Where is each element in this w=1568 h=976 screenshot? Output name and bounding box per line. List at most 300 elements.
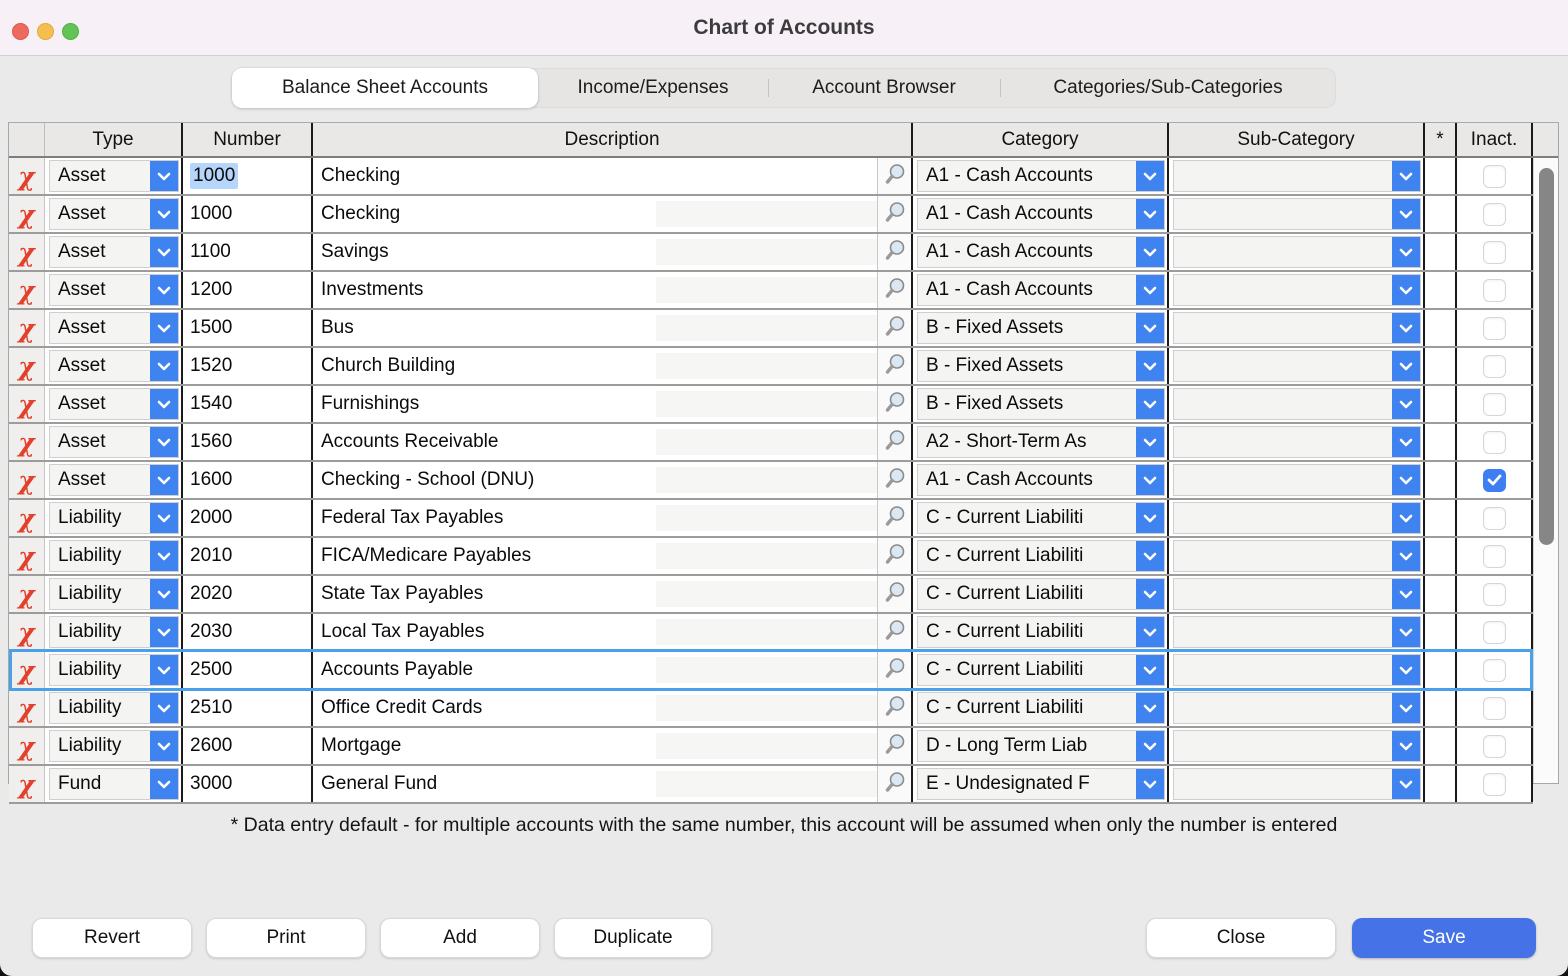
description-secondary-field[interactable] bbox=[656, 771, 878, 797]
type-cell bbox=[45, 728, 183, 764]
sub-category-value bbox=[1174, 731, 1392, 761]
description-cell[interactable] bbox=[313, 196, 913, 232]
chevron-down-icon[interactable] bbox=[1392, 503, 1420, 533]
close-button[interactable]: Close bbox=[1146, 918, 1336, 958]
inactive-checkbox[interactable] bbox=[1483, 735, 1506, 758]
sub-category-dropdown[interactable] bbox=[1173, 160, 1421, 192]
vertical-scrollbar[interactable] bbox=[1533, 158, 1558, 783]
number-cell[interactable] bbox=[183, 196, 313, 232]
tab-account-browser[interactable]: Account Browser bbox=[768, 68, 1000, 108]
default-flag-cell[interactable] bbox=[1425, 766, 1457, 802]
description-cell[interactable] bbox=[313, 538, 913, 574]
number-cell[interactable] bbox=[183, 500, 313, 536]
category-dropdown[interactable] bbox=[917, 768, 1165, 800]
magnifier-icon bbox=[882, 351, 908, 382]
type-dropdown[interactable] bbox=[49, 730, 179, 762]
type-cell bbox=[45, 234, 183, 270]
category-value: C - Current Liabiliti bbox=[926, 583, 1084, 604]
type-dropdown[interactable] bbox=[49, 312, 179, 344]
inactive-checkbox[interactable] bbox=[1483, 165, 1506, 188]
magnifier-icon bbox=[882, 655, 908, 686]
chevron-down-icon[interactable] bbox=[1392, 541, 1420, 571]
tab-categories-sub-categories[interactable]: Categories/Sub-Categories bbox=[1000, 68, 1336, 108]
inactive-checkbox[interactable] bbox=[1483, 773, 1506, 796]
sub-category-dropdown[interactable] bbox=[1173, 236, 1421, 268]
sub-category-dropdown[interactable] bbox=[1173, 426, 1421, 458]
delete-row-button[interactable] bbox=[9, 272, 45, 308]
tab-income-expenses[interactable]: Income/Expenses bbox=[577, 77, 729, 98]
chevron-down-icon[interactable] bbox=[150, 769, 178, 799]
category-dropdown[interactable] bbox=[917, 502, 1165, 534]
type-dropdown[interactable] bbox=[49, 654, 179, 686]
description-secondary-field[interactable] bbox=[656, 239, 878, 265]
number-cell[interactable] bbox=[183, 728, 313, 764]
chevron-down-icon[interactable] bbox=[1392, 427, 1420, 457]
description-cell[interactable] bbox=[313, 766, 913, 802]
search-button[interactable] bbox=[877, 538, 911, 574]
table-row bbox=[9, 196, 1533, 234]
type-value: Liability bbox=[58, 697, 122, 718]
print-button[interactable]: Print bbox=[206, 918, 366, 958]
chevron-down-icon[interactable] bbox=[1136, 655, 1164, 685]
inactive-checkbox[interactable] bbox=[1483, 507, 1506, 530]
chevron-down-icon[interactable] bbox=[1136, 313, 1164, 343]
sub-category-value bbox=[1174, 313, 1392, 343]
delete-row-button[interactable] bbox=[9, 196, 45, 232]
search-button[interactable] bbox=[877, 348, 911, 384]
category-dropdown[interactable] bbox=[917, 350, 1165, 382]
search-button[interactable] bbox=[877, 766, 911, 802]
chevron-down-icon[interactable] bbox=[150, 161, 178, 191]
type-dropdown[interactable] bbox=[49, 274, 179, 306]
default-flag-cell[interactable] bbox=[1425, 234, 1457, 270]
category-value: A1 - Cash Accounts bbox=[926, 241, 1093, 262]
description-value: General Fund bbox=[321, 773, 438, 794]
description-secondary-field[interactable] bbox=[656, 733, 878, 759]
search-button[interactable] bbox=[877, 272, 911, 308]
number-cell[interactable] bbox=[183, 348, 313, 384]
inactive-cell bbox=[1457, 728, 1533, 764]
type-value: Asset bbox=[58, 241, 106, 262]
chevron-down-icon[interactable] bbox=[1136, 579, 1164, 609]
description-cell[interactable] bbox=[313, 614, 913, 650]
sub-category-dropdown[interactable] bbox=[1173, 768, 1421, 800]
delete-icon: χ bbox=[18, 199, 35, 229]
window-title: Chart of Accounts bbox=[693, 16, 875, 39]
description-value: Checking bbox=[321, 203, 401, 224]
type-dropdown[interactable] bbox=[49, 236, 179, 268]
category-value: A1 - Cash Accounts bbox=[926, 279, 1093, 300]
type-dropdown[interactable] bbox=[49, 160, 179, 192]
chevron-down-icon[interactable] bbox=[150, 541, 178, 571]
chevron-down-icon[interactable] bbox=[1136, 389, 1164, 419]
type-cell bbox=[45, 690, 183, 726]
chevron-down-icon[interactable] bbox=[150, 579, 178, 609]
number-cell[interactable] bbox=[183, 234, 313, 270]
default-flag-cell[interactable] bbox=[1425, 158, 1457, 194]
sub-category-dropdown[interactable] bbox=[1173, 274, 1421, 306]
inactive-checkbox[interactable] bbox=[1483, 393, 1506, 416]
column-header-type: Type bbox=[45, 123, 183, 156]
revert-button[interactable]: Revert bbox=[32, 918, 192, 958]
description-secondary-field[interactable] bbox=[656, 505, 878, 531]
delete-row-button[interactable] bbox=[9, 728, 45, 764]
number-cell[interactable] bbox=[183, 272, 313, 308]
inactive-checkbox[interactable] bbox=[1483, 545, 1506, 568]
category-dropdown[interactable] bbox=[917, 692, 1165, 724]
search-button[interactable] bbox=[877, 576, 911, 612]
inactive-cell bbox=[1457, 424, 1533, 460]
category-value: B - Fixed Assets bbox=[926, 355, 1064, 376]
default-flag-cell[interactable] bbox=[1425, 272, 1457, 308]
type-cell bbox=[45, 576, 183, 612]
description-secondary-field[interactable] bbox=[656, 695, 878, 721]
chevron-down-icon[interactable] bbox=[1136, 731, 1164, 761]
table-row bbox=[9, 614, 1533, 652]
column-header-number: Number bbox=[183, 123, 313, 156]
chevron-down-icon[interactable] bbox=[1136, 199, 1164, 229]
category-value: C - Current Liabiliti bbox=[926, 659, 1084, 680]
chevron-down-icon[interactable] bbox=[150, 275, 178, 305]
delete-row-button[interactable] bbox=[9, 652, 45, 688]
search-button[interactable] bbox=[877, 158, 911, 194]
default-flag-cell[interactable] bbox=[1425, 310, 1457, 346]
column-header-scrollbar-spacer bbox=[1533, 123, 1558, 156]
delete-row-button[interactable] bbox=[9, 424, 45, 460]
sub-category-dropdown[interactable] bbox=[1173, 350, 1421, 382]
number-cell[interactable] bbox=[183, 576, 313, 612]
category-dropdown[interactable] bbox=[917, 654, 1165, 686]
inactive-cell bbox=[1457, 690, 1533, 726]
type-cell bbox=[45, 500, 183, 536]
accounts-table bbox=[8, 122, 1559, 799]
description-cell[interactable] bbox=[313, 462, 913, 498]
delete-row-button[interactable] bbox=[9, 500, 45, 536]
sub-category-cell bbox=[1169, 424, 1425, 460]
chevron-down-icon[interactable] bbox=[1392, 579, 1420, 609]
sub-category-dropdown[interactable] bbox=[1173, 654, 1421, 686]
category-value: C - Current Liabiliti bbox=[926, 507, 1084, 528]
chevron-down-icon[interactable] bbox=[150, 199, 178, 229]
chevron-down-icon[interactable] bbox=[150, 655, 178, 685]
sub-category-dropdown[interactable] bbox=[1173, 312, 1421, 344]
search-button[interactable] bbox=[877, 310, 911, 346]
sub-category-cell bbox=[1169, 728, 1425, 764]
delete-row-button[interactable] bbox=[9, 690, 45, 726]
column-header-delete bbox=[9, 123, 45, 156]
chevron-down-icon[interactable] bbox=[1136, 275, 1164, 305]
category-cell bbox=[913, 500, 1169, 536]
description-cell[interactable] bbox=[313, 690, 913, 726]
sub-category-dropdown[interactable] bbox=[1173, 616, 1421, 648]
description-value: Federal Tax Payables bbox=[321, 507, 504, 528]
description-value: Savings bbox=[321, 241, 389, 262]
description-secondary-field[interactable] bbox=[656, 277, 878, 303]
type-dropdown[interactable] bbox=[49, 540, 179, 572]
default-flag-cell[interactable] bbox=[1425, 576, 1457, 612]
number-cell[interactable] bbox=[183, 690, 313, 726]
inactive-checkbox[interactable] bbox=[1483, 279, 1506, 302]
tab-balance-sheet-accounts[interactable]: Balance Sheet Accounts bbox=[232, 68, 538, 108]
delete-row-button[interactable] bbox=[9, 234, 45, 270]
number-value: 2030 bbox=[190, 621, 233, 642]
table-row bbox=[9, 690, 1533, 728]
description-cell[interactable] bbox=[313, 424, 913, 460]
description-secondary-field[interactable] bbox=[656, 467, 878, 493]
default-flag-cell[interactable] bbox=[1425, 614, 1457, 650]
save-button[interactable]: Save bbox=[1352, 918, 1536, 958]
chevron-down-icon[interactable] bbox=[1392, 655, 1420, 685]
type-dropdown[interactable] bbox=[49, 464, 179, 496]
delete-row-button[interactable] bbox=[9, 576, 45, 612]
search-button[interactable] bbox=[877, 196, 911, 232]
sub-category-dropdown[interactable] bbox=[1173, 502, 1421, 534]
delete-row-button[interactable] bbox=[9, 310, 45, 346]
delete-icon: χ bbox=[18, 731, 35, 761]
type-dropdown[interactable] bbox=[49, 388, 179, 420]
chevron-down-icon[interactable] bbox=[1392, 693, 1420, 723]
sub-category-dropdown[interactable] bbox=[1173, 692, 1421, 724]
description-secondary-field[interactable] bbox=[656, 619, 878, 645]
description-secondary-field[interactable] bbox=[656, 429, 878, 455]
category-dropdown[interactable] bbox=[917, 540, 1165, 572]
chevron-down-icon[interactable] bbox=[1136, 693, 1164, 723]
category-value: C - Current Liabiliti bbox=[926, 621, 1084, 642]
chevron-down-icon[interactable] bbox=[150, 313, 178, 343]
category-dropdown[interactable] bbox=[917, 312, 1165, 344]
type-value: Asset bbox=[58, 317, 106, 338]
chevron-down-icon[interactable] bbox=[1392, 465, 1420, 495]
default-flag-cell[interactable] bbox=[1425, 652, 1457, 688]
description-cell[interactable] bbox=[313, 386, 913, 422]
chevron-down-icon[interactable] bbox=[150, 693, 178, 723]
table-row bbox=[9, 500, 1533, 538]
chevron-down-icon[interactable] bbox=[150, 617, 178, 647]
inactive-checkbox[interactable] bbox=[1483, 203, 1506, 226]
category-dropdown[interactable] bbox=[917, 274, 1165, 306]
chevron-down-icon[interactable] bbox=[150, 503, 178, 533]
inactive-checkbox[interactable] bbox=[1483, 621, 1506, 644]
chevron-down-icon[interactable] bbox=[1136, 237, 1164, 267]
inactive-checkbox[interactable] bbox=[1483, 317, 1506, 340]
scrollbar-thumb[interactable] bbox=[1539, 168, 1554, 545]
description-secondary-field[interactable] bbox=[656, 353, 878, 379]
category-dropdown[interactable] bbox=[917, 388, 1165, 420]
inactive-checkbox[interactable] bbox=[1483, 431, 1506, 454]
description-secondary-field[interactable] bbox=[656, 391, 878, 417]
chevron-down-icon[interactable] bbox=[150, 389, 178, 419]
chevron-down-icon[interactable] bbox=[1392, 199, 1420, 229]
description-cell[interactable] bbox=[313, 576, 913, 612]
default-flag-cell[interactable] bbox=[1425, 386, 1457, 422]
inactive-cell bbox=[1457, 614, 1533, 650]
chevron-down-icon[interactable] bbox=[1136, 351, 1164, 381]
description-cell[interactable] bbox=[313, 500, 913, 536]
description-secondary-field[interactable] bbox=[656, 315, 878, 341]
type-cell bbox=[45, 272, 183, 308]
type-cell bbox=[45, 538, 183, 574]
description-value: Mortgage bbox=[321, 735, 402, 756]
type-value: Liability bbox=[58, 507, 122, 528]
chevron-down-icon[interactable] bbox=[1392, 161, 1420, 191]
category-dropdown[interactable] bbox=[917, 730, 1165, 762]
chevron-down-icon[interactable] bbox=[1392, 617, 1420, 647]
table-body-wrap bbox=[9, 158, 1558, 799]
delete-row-button[interactable] bbox=[9, 766, 45, 802]
default-flag-cell[interactable] bbox=[1425, 196, 1457, 232]
type-cell bbox=[45, 766, 183, 802]
sub-category-value bbox=[1174, 351, 1392, 381]
chevron-down-icon[interactable] bbox=[1392, 351, 1420, 381]
type-dropdown[interactable] bbox=[49, 198, 179, 230]
chevron-down-icon[interactable] bbox=[1392, 769, 1420, 799]
default-flag-cell[interactable] bbox=[1425, 462, 1457, 498]
category-dropdown[interactable] bbox=[917, 426, 1165, 458]
duplicate-button[interactable]: Duplicate bbox=[554, 918, 712, 958]
chevron-down-icon[interactable] bbox=[1136, 161, 1164, 191]
type-dropdown[interactable] bbox=[49, 692, 179, 724]
number-cell[interactable] bbox=[183, 766, 313, 802]
description-secondary-field[interactable] bbox=[656, 201, 878, 227]
search-button[interactable] bbox=[877, 462, 911, 498]
category-dropdown[interactable] bbox=[917, 464, 1165, 496]
default-flag-cell[interactable] bbox=[1425, 424, 1457, 460]
type-cell bbox=[45, 652, 183, 688]
chevron-down-icon[interactable] bbox=[150, 731, 178, 761]
chevron-down-icon[interactable] bbox=[150, 237, 178, 267]
chevron-down-icon[interactable] bbox=[1136, 617, 1164, 647]
chevron-down-icon[interactable] bbox=[1136, 427, 1164, 457]
delete-icon: χ bbox=[18, 769, 35, 799]
delete-row-button[interactable] bbox=[9, 538, 45, 574]
search-button[interactable] bbox=[877, 614, 911, 650]
inactive-checkbox[interactable] bbox=[1483, 355, 1506, 378]
search-button[interactable] bbox=[877, 728, 911, 764]
inactive-checkbox[interactable] bbox=[1483, 583, 1506, 606]
delete-row-button[interactable] bbox=[9, 348, 45, 384]
column-header-inactive: Inact. bbox=[1457, 123, 1533, 156]
chevron-down-icon[interactable] bbox=[1392, 389, 1420, 419]
chevron-down-icon[interactable] bbox=[1392, 275, 1420, 305]
inactive-checkbox[interactable] bbox=[1483, 241, 1506, 264]
search-button[interactable] bbox=[877, 652, 911, 688]
category-dropdown[interactable] bbox=[917, 578, 1165, 610]
chevron-down-icon[interactable] bbox=[1136, 465, 1164, 495]
description-value: Checking bbox=[321, 165, 401, 186]
description-cell[interactable] bbox=[313, 348, 913, 384]
chevron-down-icon[interactable] bbox=[1136, 769, 1164, 799]
inactive-checkbox[interactable] bbox=[1483, 469, 1506, 492]
type-dropdown[interactable] bbox=[49, 350, 179, 382]
delete-row-button[interactable] bbox=[9, 614, 45, 650]
inactive-cell bbox=[1457, 500, 1533, 536]
category-dropdown[interactable] bbox=[917, 616, 1165, 648]
chevron-down-icon[interactable] bbox=[1392, 313, 1420, 343]
category-value: D - Long Term Liab bbox=[926, 735, 1088, 756]
description-cell[interactable] bbox=[313, 158, 913, 194]
description-secondary-field[interactable] bbox=[656, 581, 878, 607]
sub-category-dropdown[interactable] bbox=[1173, 540, 1421, 572]
number-cell[interactable] bbox=[183, 538, 313, 574]
category-cell bbox=[913, 348, 1169, 384]
number-cell[interactable] bbox=[183, 310, 313, 346]
type-dropdown[interactable] bbox=[49, 578, 179, 610]
category-cell bbox=[913, 234, 1169, 270]
number-cell[interactable] bbox=[183, 158, 313, 194]
chevron-down-icon[interactable] bbox=[1392, 731, 1420, 761]
magnifier-icon bbox=[882, 199, 908, 230]
default-flag-cell[interactable] bbox=[1425, 690, 1457, 726]
sub-category-dropdown[interactable] bbox=[1173, 388, 1421, 420]
type-value: Asset bbox=[58, 355, 106, 376]
default-flag-cell[interactable] bbox=[1425, 728, 1457, 764]
chevron-down-icon[interactable] bbox=[1392, 237, 1420, 267]
number-cell[interactable] bbox=[183, 386, 313, 422]
category-dropdown[interactable] bbox=[917, 236, 1165, 268]
search-button[interactable] bbox=[877, 386, 911, 422]
type-value: Fund bbox=[58, 773, 102, 794]
description-cell[interactable] bbox=[313, 652, 913, 688]
sub-category-dropdown[interactable] bbox=[1173, 464, 1421, 496]
sub-category-dropdown[interactable] bbox=[1173, 578, 1421, 610]
description-cell[interactable] bbox=[313, 728, 913, 764]
description-cell[interactable] bbox=[313, 310, 913, 346]
search-button[interactable] bbox=[877, 500, 911, 536]
search-button[interactable] bbox=[877, 234, 911, 270]
magnifier-icon bbox=[882, 237, 908, 268]
inactive-cell bbox=[1457, 272, 1533, 308]
number-cell[interactable] bbox=[183, 462, 313, 498]
inactive-checkbox[interactable] bbox=[1483, 697, 1506, 720]
description-secondary-field[interactable] bbox=[656, 657, 878, 683]
default-flag-cell[interactable] bbox=[1425, 538, 1457, 574]
number-cell[interactable] bbox=[183, 614, 313, 650]
table-row bbox=[9, 576, 1533, 614]
add-button[interactable]: Add bbox=[380, 918, 540, 958]
search-button[interactable] bbox=[877, 690, 911, 726]
chevron-down-icon[interactable] bbox=[150, 427, 178, 457]
chevron-down-icon[interactable] bbox=[150, 465, 178, 495]
description-value: FICA/Medicare Payables bbox=[321, 545, 532, 566]
category-dropdown[interactable] bbox=[917, 198, 1165, 230]
column-header-description: Description bbox=[313, 123, 913, 156]
search-button[interactable] bbox=[877, 424, 911, 460]
chevron-down-icon[interactable] bbox=[1136, 541, 1164, 571]
type-dropdown[interactable] bbox=[49, 616, 179, 648]
description-cell[interactable] bbox=[313, 234, 913, 270]
type-dropdown[interactable] bbox=[49, 426, 179, 458]
delete-row-button[interactable] bbox=[9, 386, 45, 422]
delete-row-button[interactable] bbox=[9, 462, 45, 498]
chevron-down-icon[interactable] bbox=[150, 351, 178, 381]
type-dropdown[interactable] bbox=[49, 768, 179, 800]
number-value: 1500 bbox=[190, 317, 233, 338]
inactive-checkbox[interactable] bbox=[1483, 659, 1506, 682]
description-cell[interactable] bbox=[313, 272, 913, 308]
description-secondary-field[interactable] bbox=[656, 543, 878, 569]
sub-category-dropdown[interactable] bbox=[1173, 730, 1421, 762]
number-cell[interactable] bbox=[183, 652, 313, 688]
type-dropdown[interactable] bbox=[49, 502, 179, 534]
delete-row-button[interactable] bbox=[9, 158, 45, 194]
default-flag-cell[interactable] bbox=[1425, 500, 1457, 536]
default-flag-cell[interactable] bbox=[1425, 348, 1457, 384]
sub-category-dropdown[interactable] bbox=[1173, 198, 1421, 230]
number-cell[interactable] bbox=[183, 424, 313, 460]
delete-icon: χ bbox=[18, 351, 35, 381]
category-dropdown[interactable] bbox=[917, 160, 1165, 192]
chevron-down-icon[interactable] bbox=[1136, 503, 1164, 533]
